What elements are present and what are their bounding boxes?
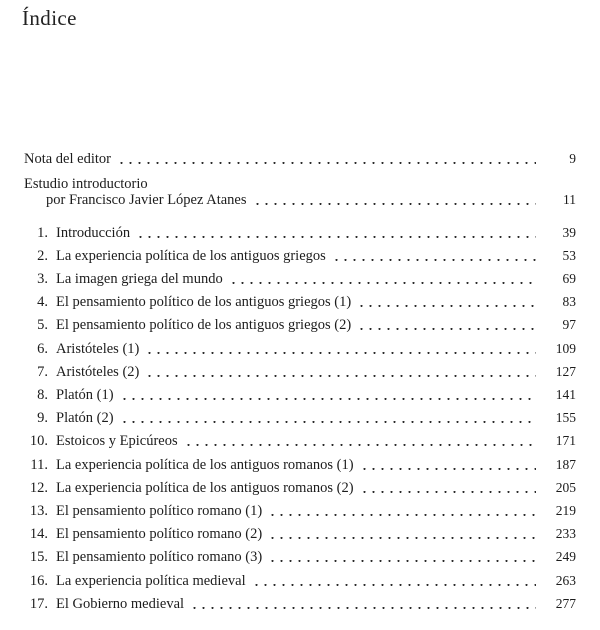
dot-leader [136,236,536,238]
chapter-title: El pensamiento político de los antiguos griegos (1) [56,294,352,310]
chapter-title: Aristóteles (1) [56,341,140,357]
toc-chapter-entry [24,502,576,520]
chapter-title: La experiencia política de los antiguos romanos (2) [56,480,354,496]
chapter-page-number: 171 [555,433,576,448]
chapter-page-number: 263 [555,573,576,588]
chapter-title: Introducción [56,225,131,241]
chapter-page-number: 127 [555,364,576,379]
toc-entry-editor-note [24,150,576,168]
chapter-title: El pensamiento político romano (3) [56,549,263,565]
entry-page-number: 9 [569,151,576,166]
entry-author-line: por Francisco Javier López Atanes [46,192,247,208]
toc-chapter-entry [24,270,576,288]
chapter-number: 7. [37,364,48,380]
toc-chapter-entry [24,247,576,265]
toc-chapter-entry [24,456,576,474]
chapter-number: 2. [37,248,48,264]
chapter-title: La experiencia política medieval [56,573,246,589]
entry-title: Nota del editor [24,151,111,167]
chapter-title: El pensamiento político romano (1) [56,503,263,519]
chapter-number: 12. [29,480,48,496]
toc-chapter-entry [24,548,576,566]
dot-leader [360,491,536,493]
toc-entry-intro-study-title: Estudio introductorio [24,176,148,192]
dot-leader [120,421,536,423]
dot-leader [268,560,536,562]
toc-chapter-entry [24,386,576,404]
toc-chapter-entry [24,525,576,543]
chapter-number: 16. [29,573,48,589]
dot-leader [184,444,536,446]
chapter-title: El pensamiento político romano (2) [56,526,263,542]
dot-leader [117,162,536,164]
chapter-title: El pensamiento político de los antiguos griegos (2) [56,317,352,333]
chapter-title: La imagen griega del mundo [56,271,223,287]
chapter-number: 6. [37,341,48,357]
chapter-page-number: 69 [562,271,576,286]
toc-entry-intro-study [46,191,576,209]
chapter-number: 17. [29,596,48,612]
chapter-page-number: 109 [555,341,576,356]
toc-chapter-entry [24,432,576,450]
chapter-number: 5. [37,317,48,333]
chapter-title: Aristóteles (2) [56,364,140,380]
toc-chapter-entry [24,595,576,613]
chapter-number: 14. [29,526,48,542]
chapter-number: 15. [29,549,48,565]
chapter-number: 1. [37,225,48,241]
dot-leader [332,259,536,261]
dot-leader [357,305,536,307]
chapter-page-number: 53 [562,248,576,263]
toc-chapter-entry [24,340,576,358]
chapter-number: 4. [37,294,48,310]
chapter-page-number: 187 [555,457,576,472]
chapter-title: Estoicos y Epicúreos [56,433,178,449]
chapter-number: 8. [37,387,48,403]
chapter-title: La experiencia política de los antiguos griegos [56,248,326,264]
toc-chapter-entry [24,479,576,497]
dot-leader [145,352,536,354]
chapter-number: 13. [29,503,48,519]
toc-chapter-entry [24,293,576,311]
toc-chapter-entry [24,363,576,381]
chapter-number: 11. [30,457,48,473]
dot-leader [253,203,536,205]
chapter-number: 3. [37,271,48,287]
dot-leader [360,468,536,470]
chapter-page-number: 277 [555,596,576,611]
toc-chapter-entry [24,409,576,427]
chapter-number: 9. [37,410,48,426]
dot-leader [229,282,536,284]
chapter-number: 10. [29,433,48,449]
chapter-title: Platón (1) [56,387,114,403]
toc-chapter-entry [24,316,576,334]
dot-leader [252,584,536,586]
chapter-title: La experiencia política de los antiguos romanos (1) [56,457,354,473]
chapter-title: El Gobierno medieval [56,596,185,612]
chapter-title: Platón (2) [56,410,114,426]
dot-leader [190,607,536,609]
page-title: Índice [22,6,77,30]
chapter-page-number: 205 [555,480,576,495]
chapter-page-number: 39 [562,225,576,240]
chapter-page-number: 155 [555,410,576,425]
chapter-page-number: 219 [555,503,576,518]
dot-leader [145,375,536,377]
chapter-page-number: 83 [562,294,576,309]
dot-leader [120,398,536,400]
toc-chapter-entry [24,572,576,590]
dot-leader [268,537,536,539]
chapter-page-number: 233 [555,526,576,541]
dot-leader [357,328,536,330]
toc-chapter-entry [24,224,576,242]
entry-page-number: 11 [563,192,576,207]
chapter-page-number: 97 [562,317,576,332]
dot-leader [268,514,536,516]
chapter-page-number: 249 [555,549,576,564]
chapter-page-number: 141 [555,387,576,402]
